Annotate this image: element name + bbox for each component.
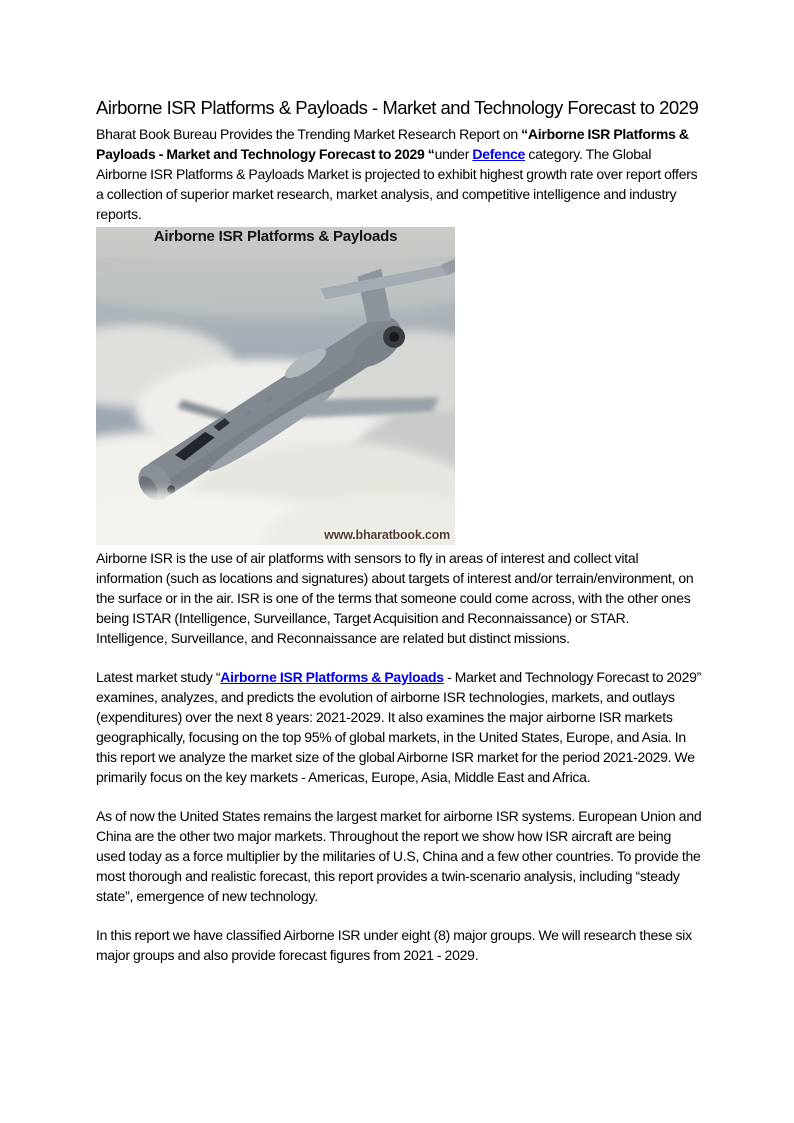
- figure-watermark: www.bharatbook.com: [324, 528, 450, 542]
- groups-paragraph: In this report we have classified Airborne ISR under eight (8) major groups. We will research these six major groups and also provide forecast figures from 2021 - 2029.: [96, 927, 692, 963]
- intro-text-run: Bharat Book Bureau Provides the Trending Market Research Report on: [96, 126, 522, 142]
- intro-paragraph: [96, 124, 703, 224]
- report-title-bold-run: “Airborne ISR Platforms & Payloads - Market and Technology Forecast to 2029 “: [96, 126, 689, 162]
- page-title: Airborne ISR Platforms & Payloads - Market and Technology Forecast to 2029: [96, 97, 699, 118]
- aircraft-photo: [96, 227, 455, 545]
- definition-paragraph: Airborne ISR is the use of air platforms with sensors to fly in areas of interest and collect vital information (such as locations and signatures) about targets of interest and/or terrain/environment, on the surface or in the air. ISR is one of the terms that someone could come across, with the other ones being ISTAR (Intelligence, Surveillance, Target Acquisition and Reconnaissance) or STAR. Intelligence, Surveillance, and Reconnaissance are related but distinct missions.: [96, 550, 694, 646]
- study-paragraph: [96, 667, 703, 787]
- document-page: [96, 96, 703, 965]
- figure-caption: Airborne ISR Platforms & Payloads: [153, 228, 398, 245]
- markets-paragraph: As of now the United States remains the largest market for airborne ISR systems. European Union and China are the other two major markets. Throughout the report we show how ISR aircraft are being used today as a force multiplier by the militaries of U.S, China and a few other countries. To provide the most thorough and realistic forecast, this report provides a twin-scenario analysis, including “steady state”, emergence of new technology.: [96, 808, 702, 904]
- report-figure: [96, 227, 455, 545]
- study-text-run: - Market and Technology Forecast to 2029” examines, analyzes, and predicts the evolution of airborne ISR technologies, markets, and outlays (expenditures) over the next 8 years: 2021-2029. It also examines the major airborne ISR markets geographically, focusing on the top 95% of global markets, in the United States, Europe, and Asia. In this report we analyze the market size of the global Airborne ISR market for the period 2021-2029. We primarily focus on the key markets - Americas, Europe, Asia, Middle East and Africa.: [96, 669, 702, 785]
- report-study-link[interactable]: Airborne ISR Platforms & Payloads: [220, 669, 444, 685]
- intro-text-run: category. The Global Airborne ISR Platforms & Payloads Market is projected to exhibit highest growth rate over report offers a collection of superior market research, market analysis, and competitive intelligence and industry reports.: [96, 146, 698, 222]
- study-text-run: Latest market study “: [96, 669, 221, 685]
- defence-category-link[interactable]: Defence: [472, 146, 526, 162]
- intro-text-run: under: [434, 146, 473, 162]
